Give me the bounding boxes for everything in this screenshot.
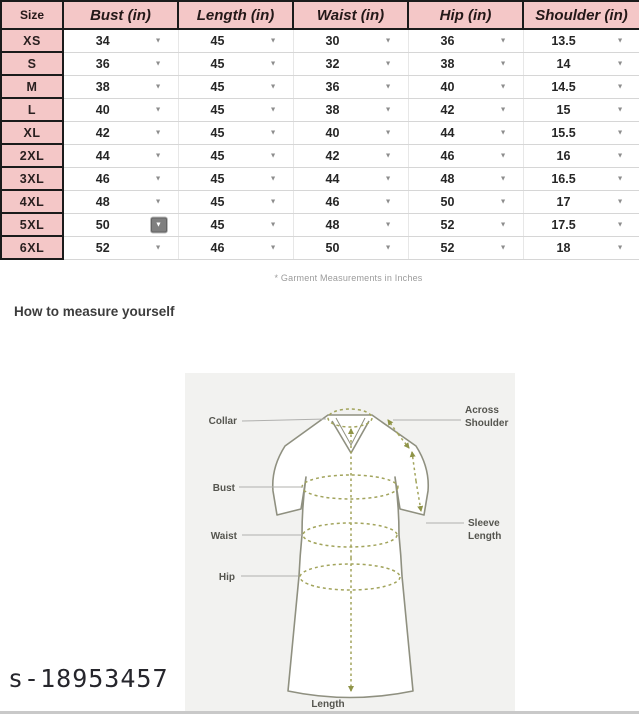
waist-cell <box>293 190 408 213</box>
size-cell: S <box>1 52 63 75</box>
cell-value: 16.5 <box>551 171 576 186</box>
shoulder-cell <box>523 52 639 75</box>
dropdown-arrow-icon[interactable]: ▼ <box>616 175 624 182</box>
shoulder-cell <box>523 75 639 98</box>
cell-value: 45 <box>210 125 225 140</box>
dropdown-arrow-icon[interactable]: ▼ <box>269 175 277 182</box>
dropdown-arrow-icon[interactable]: ▼ <box>151 217 167 232</box>
cell-value: 44 <box>440 125 455 140</box>
garment-length-label: Length <box>311 699 345 710</box>
across-shoulder-label: Across <box>465 405 499 416</box>
dropdown-arrow-icon[interactable]: ▼ <box>269 37 277 45</box>
dropdown-arrow-icon[interactable]: ▼ <box>499 198 507 205</box>
header-row <box>1 1 639 29</box>
dropdown-arrow-icon[interactable]: ▼ <box>499 106 507 113</box>
dropdown-arrow-icon[interactable]: ▼ <box>269 221 277 228</box>
hip-cell <box>408 121 523 144</box>
page-bottom-divider <box>0 711 639 714</box>
hip-cell <box>408 236 523 259</box>
dropdown-arrow-icon[interactable]: ▼ <box>616 221 624 228</box>
cell-value: 45 <box>210 194 225 209</box>
table-row <box>1 190 639 213</box>
cell-value: 40 <box>325 125 340 140</box>
shoulder-cell <box>523 121 639 144</box>
dropdown-arrow-icon[interactable]: ▼ <box>499 83 507 90</box>
hip-cell <box>408 98 523 121</box>
cell-value: 14.5 <box>551 79 576 94</box>
table-row <box>1 52 639 75</box>
dropdown-arrow-icon[interactable]: ▼ <box>384 37 392 45</box>
size-cell: M <box>1 75 63 98</box>
bust-cell <box>63 75 178 98</box>
watermark-text: s-18953457 <box>8 664 169 693</box>
cell-value: 44 <box>325 171 340 186</box>
cell-value: 45 <box>210 217 225 232</box>
dropdown-arrow-icon[interactable]: ▼ <box>154 37 162 45</box>
hip-cell <box>408 52 523 75</box>
dropdown-arrow-icon[interactable]: ▼ <box>269 198 277 205</box>
cell-value: 45 <box>210 56 225 71</box>
dropdown-arrow-icon[interactable]: ▼ <box>269 244 277 251</box>
cell-value: 14 <box>556 56 571 71</box>
waist-cell <box>293 52 408 75</box>
bust-cell <box>63 29 178 52</box>
bust-cell <box>63 190 178 213</box>
cell-value: 38 <box>440 56 455 71</box>
cell-value: 45 <box>210 79 225 94</box>
size-chart-body <box>1 29 639 259</box>
cell-value: 38 <box>325 102 340 117</box>
cell-value: 34 <box>95 33 110 48</box>
size-cell: 6XL <box>1 236 63 259</box>
column-header-length: Length (in) <box>178 1 293 29</box>
cell-value: 48 <box>325 217 340 232</box>
waist-cell <box>293 75 408 98</box>
shoulder-cell <box>523 167 639 190</box>
shoulder-cell <box>523 29 639 52</box>
dropdown-arrow-icon[interactable]: ▼ <box>269 152 277 159</box>
cell-value: 52 <box>440 240 455 255</box>
dropdown-arrow-icon[interactable]: ▼ <box>384 129 392 136</box>
table-row <box>1 213 639 236</box>
length-cell <box>178 236 293 259</box>
dropdown-arrow-icon[interactable]: ▼ <box>154 175 162 182</box>
cell-value: 46 <box>440 148 455 163</box>
dropdown-arrow-icon[interactable]: ▼ <box>384 83 392 90</box>
hip-cell <box>408 75 523 98</box>
waist-cell <box>293 167 408 190</box>
dropdown-arrow-icon[interactable]: ▼ <box>616 60 624 67</box>
cell-value: 45 <box>210 102 225 117</box>
bust-label: Bust <box>212 483 235 494</box>
dropdown-arrow-icon[interactable]: ▼ <box>499 152 507 159</box>
dropdown-arrow-icon[interactable]: ▼ <box>384 175 392 182</box>
size-chart-table <box>0 0 639 260</box>
size-chart-section <box>0 0 639 260</box>
cell-value: 32 <box>325 56 340 71</box>
cell-value: 13.5 <box>551 33 576 48</box>
bust-cell <box>63 144 178 167</box>
dropdown-arrow-icon[interactable]: ▼ <box>499 244 507 251</box>
dropdown-arrow-icon[interactable]: ▼ <box>616 244 624 251</box>
sleeve-length-label: Length <box>468 531 502 542</box>
bust-cell <box>63 121 178 144</box>
dropdown-arrow-icon[interactable]: ▼ <box>154 106 162 113</box>
collar-connector-line <box>242 419 326 421</box>
measurement-note: * Garment Measurements in Inches <box>274 273 423 283</box>
dropdown-arrow-icon[interactable]: ▼ <box>616 83 624 90</box>
hip-cell <box>408 144 523 167</box>
length-cell <box>178 29 293 52</box>
waist-cell <box>293 236 408 259</box>
cell-value: 17 <box>556 194 571 209</box>
column-header-bust: Bust (in) <box>63 1 178 29</box>
length-cell <box>178 190 293 213</box>
cell-value: 36 <box>95 56 110 71</box>
cell-value: 15 <box>556 102 571 117</box>
cell-value: 46 <box>210 240 225 255</box>
dropdown-arrow-icon[interactable]: ▼ <box>269 129 277 136</box>
cell-value: 45 <box>210 171 225 186</box>
shoulder-cell <box>523 190 639 213</box>
cell-value: 40 <box>440 79 455 94</box>
cell-value: 42 <box>440 102 455 117</box>
dropdown-arrow-icon[interactable]: ▼ <box>269 83 277 90</box>
cell-value: 45 <box>210 33 225 48</box>
dropdown-arrow-icon[interactable]: ▼ <box>616 198 624 205</box>
column-header-hip: Hip (in) <box>408 1 523 29</box>
dropdown-arrow-icon[interactable]: ▼ <box>154 129 162 136</box>
length-cell <box>178 52 293 75</box>
dropdown-arrow-icon[interactable]: ▼ <box>499 60 507 67</box>
waist-cell <box>293 98 408 121</box>
dropdown-arrow-icon[interactable]: ▼ <box>154 198 162 205</box>
length-cell <box>178 167 293 190</box>
dropdown-arrow-icon[interactable]: ▼ <box>499 221 507 228</box>
shoulder-cell <box>523 98 639 121</box>
hip-label: Hip <box>218 572 235 583</box>
length-cell <box>178 213 293 236</box>
column-header-shoulder: Shoulder (in) <box>523 1 639 29</box>
hip-cell <box>408 190 523 213</box>
waist-label: Waist <box>210 531 237 542</box>
bust-cell <box>63 236 178 259</box>
cell-value: 36 <box>440 33 455 48</box>
cell-value: 42 <box>95 125 110 140</box>
size-cell: L <box>1 98 63 121</box>
waist-cell <box>293 213 408 236</box>
dropdown-arrow-icon[interactable]: ▼ <box>269 60 277 67</box>
table-row <box>1 121 639 144</box>
dropdown-arrow-icon[interactable]: ▼ <box>384 60 392 67</box>
length-cell <box>178 75 293 98</box>
dropdown-arrow-icon[interactable]: ▼ <box>154 244 162 251</box>
dropdown-arrow-icon[interactable]: ▼ <box>616 106 624 113</box>
dropdown-arrow-icon[interactable]: ▼ <box>499 175 507 182</box>
bust-cell <box>63 98 178 121</box>
dropdown-arrow-icon[interactable]: ▼ <box>499 129 507 136</box>
dropdown-arrow-icon[interactable]: ▼ <box>499 37 507 45</box>
cell-value: 15.5 <box>551 125 576 140</box>
cell-value: 50 <box>440 194 455 209</box>
across-shoulder-label: Shoulder <box>465 418 509 429</box>
cell-value: 38 <box>95 79 110 94</box>
sleeve-length-label: Sleeve <box>468 518 500 529</box>
column-header-waist: Waist (in) <box>293 1 408 29</box>
how-to-measure-heading: How to measure yourself <box>14 304 175 319</box>
cell-value: 46 <box>95 171 110 186</box>
cell-value: 30 <box>325 33 340 48</box>
table-row <box>1 75 639 98</box>
cell-value: 52 <box>95 240 110 255</box>
cell-value: 48 <box>440 171 455 186</box>
cell-value: 45 <box>210 148 225 163</box>
column-header-size: Size <box>1 1 63 29</box>
shoulder-cell <box>523 236 639 259</box>
cell-value: 18 <box>556 240 571 255</box>
table-row <box>1 144 639 167</box>
dropdown-arrow-icon[interactable]: ▼ <box>154 83 162 90</box>
waist-cell <box>293 29 408 52</box>
dropdown-arrow-icon[interactable]: ▼ <box>154 60 162 67</box>
cell-value: 40 <box>95 102 110 117</box>
cell-value: 42 <box>325 148 340 163</box>
hip-cell <box>408 29 523 52</box>
cell-value: 44 <box>95 148 110 163</box>
length-cell <box>178 144 293 167</box>
bust-cell <box>63 213 178 236</box>
bust-cell <box>63 52 178 75</box>
size-cell: 5XL <box>1 213 63 236</box>
dropdown-arrow-icon[interactable]: ▼ <box>384 244 392 251</box>
cell-value: 48 <box>95 194 110 209</box>
hip-cell <box>408 213 523 236</box>
hip-cell <box>408 167 523 190</box>
table-row <box>1 29 639 52</box>
cell-value: 16 <box>556 148 571 163</box>
dropdown-arrow-icon[interactable]: ▼ <box>384 221 392 228</box>
table-row <box>1 236 639 259</box>
length-cell <box>178 98 293 121</box>
bust-cell <box>63 167 178 190</box>
size-cell: 4XL <box>1 190 63 213</box>
table-row <box>1 167 639 190</box>
dropdown-arrow-icon[interactable]: ▼ <box>616 129 624 136</box>
waist-cell <box>293 144 408 167</box>
length-cell <box>178 121 293 144</box>
dropdown-arrow-icon[interactable]: ▼ <box>616 152 624 159</box>
dropdown-arrow-icon[interactable]: ▼ <box>269 106 277 113</box>
dropdown-arrow-icon[interactable]: ▼ <box>384 198 392 205</box>
cell-value: 46 <box>325 194 340 209</box>
cell-value: 17.5 <box>551 217 576 232</box>
dropdown-arrow-icon[interactable]: ▼ <box>616 37 624 45</box>
dropdown-arrow-icon[interactable]: ▼ <box>384 106 392 113</box>
dropdown-arrow-icon[interactable]: ▼ <box>384 152 392 159</box>
collar-label: Collar <box>208 416 237 427</box>
size-cell: 2XL <box>1 144 63 167</box>
cell-value: 52 <box>440 217 455 232</box>
size-cell: XS <box>1 29 63 52</box>
cell-value: 50 <box>325 240 340 255</box>
size-cell: XL <box>1 121 63 144</box>
shoulder-cell <box>523 144 639 167</box>
waist-cell <box>293 121 408 144</box>
cell-value: 50 <box>95 217 110 232</box>
cell-value: 36 <box>325 79 340 94</box>
measurement-diagram-panel <box>185 373 515 712</box>
measurement-diagram <box>185 373 515 712</box>
table-row <box>1 98 639 121</box>
shoulder-cell <box>523 213 639 236</box>
size-cell: 3XL <box>1 167 63 190</box>
dropdown-arrow-icon[interactable]: ▼ <box>154 152 162 159</box>
